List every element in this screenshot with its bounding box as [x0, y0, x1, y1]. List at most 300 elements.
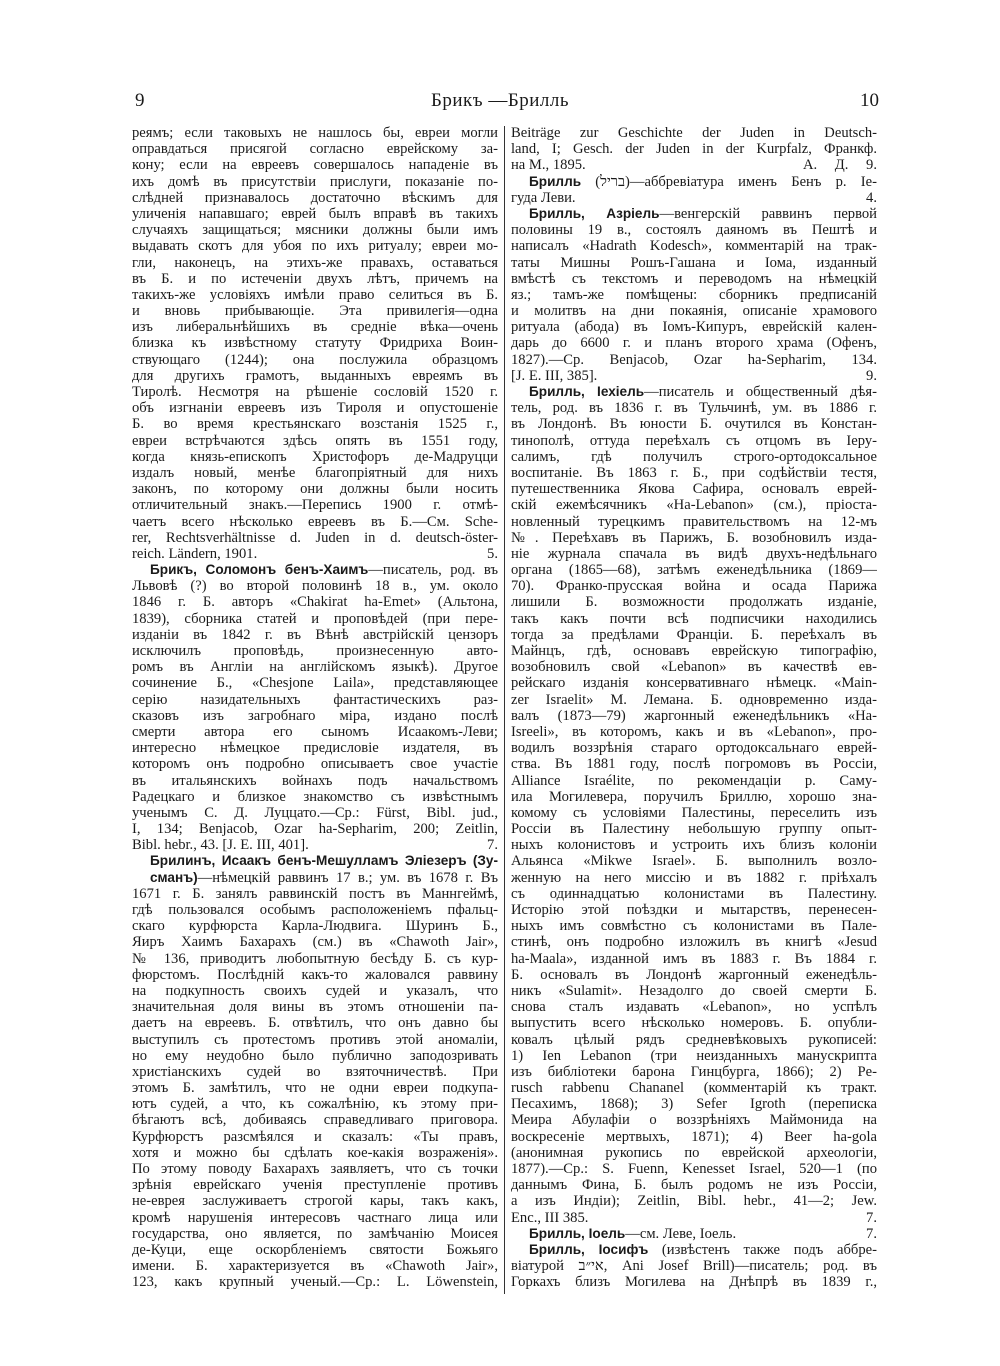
line-text [132, 805, 498, 821]
text-line [511, 918, 877, 934]
line-text [511, 368, 597, 384]
line-text [132, 384, 498, 400]
line-text [511, 675, 877, 691]
line-text [511, 724, 877, 740]
line-body: (בריל)—аббревіатура именъ Бенъ р. Іе- [581, 173, 877, 190]
line-text [132, 837, 309, 853]
line-text [132, 934, 498, 950]
line-text [511, 514, 877, 530]
line-text [511, 125, 877, 141]
line-body: zer Israelit» М. Лемана. Б. одновременно изда- [511, 691, 877, 708]
line-text [132, 967, 498, 983]
text-line [511, 853, 877, 869]
line-body: на подкупность своихъ судей и указалъ, что [132, 982, 498, 999]
line-body: смерти автора его сыномъ Исаакомъ-Леви; [132, 723, 498, 740]
text-line [132, 449, 498, 465]
line-text [511, 271, 877, 287]
line-body: сочинение Б., «Chesjone Laila», представляющее [132, 675, 498, 692]
text-line [132, 1258, 498, 1274]
line-body: стинѣ, онъ подробно изложилъ въ книгѣ «Jesud [511, 934, 877, 951]
line-text [132, 287, 498, 303]
line-text [511, 805, 877, 821]
line-body: кромѣ нарушенія интересовъ частнаго лица или [132, 1209, 498, 1226]
line-text [511, 449, 877, 465]
text-line [511, 967, 877, 983]
text-line [132, 481, 498, 497]
line-body: 1877).—Ср.: S. Fuenn, Kenesset Israel, 520—1 (по [511, 1161, 877, 1177]
line-text [132, 951, 498, 967]
line-body: Beiträge zur Geschichte der Juden in Deutsch- [511, 125, 877, 141]
line-body: валъ (1873—79) жаргонный еженедѣльникъ «Ha- [511, 707, 877, 724]
text-line [511, 870, 877, 886]
line-body: Майнцъ, гдѣ, основавъ еврейскую типографію, [511, 643, 877, 659]
line-text [511, 1258, 877, 1274]
line-text [132, 174, 498, 190]
line-body: значительная доля вины въ этомъ отношеніи па- [132, 999, 498, 1016]
line-body: rusch rabbenu Chananel (комментарій къ тракт. [511, 1080, 877, 1097]
line-text [132, 157, 498, 173]
line-body: Тиролѣ. Несмотря на рѣшеніе сословій 1520 г. [132, 384, 498, 400]
line-body: христіанскихъ судей во взяточничествѣ. При [132, 1063, 498, 1080]
line-body: чаетъ всего нѣсколько евреевъ въ Б.—См. Sche- [132, 513, 498, 530]
line-text [132, 1129, 498, 1145]
text-line [132, 400, 498, 416]
entry-heading: Брилль, Іоель [529, 1225, 626, 1241]
line-body: путешественника Якова Сафира, основалъ еврей- [511, 481, 877, 498]
text-line [511, 255, 877, 271]
text-line [132, 934, 498, 950]
line-text [132, 578, 498, 594]
line-text [511, 157, 586, 173]
text-line [132, 465, 498, 481]
line-body: land, I; Gesch. der Juden in der Kurpfalz, Франкф. [511, 141, 877, 158]
line-body: серію назидательныхъ фантастическихъ раз- [132, 691, 498, 708]
line-body: тогда за предѣлами Франціи. Б. переѣхалъ въ [511, 626, 877, 643]
text-line [132, 643, 498, 659]
text-line [511, 1048, 877, 1064]
line-body: въ итальянскихъ войнахъ подъ начальствомъ [132, 772, 498, 789]
text-line [511, 789, 877, 805]
line-body: Isreeli», въ которомъ, какъ и въ «Lebanon», про- [511, 723, 877, 740]
line-text [132, 1032, 498, 1048]
line-body: и вновь прибывающіе. Эта привилегія—одна [132, 303, 498, 320]
line-body: скаго курфюрста Карла-Людвига. Шуринъ Б., [132, 918, 498, 935]
line-body: По этому поводу Бахарахъ заявляетъ, что съ точки [132, 1161, 498, 1177]
text-line [511, 692, 877, 708]
text-line [511, 125, 877, 141]
line-text [511, 934, 877, 950]
line-body: ствующаго (1244); она послужила образцомъ [132, 351, 498, 368]
line-body: кону; если на евреевъ совершалось нападеніе въ [132, 157, 498, 174]
text-line [511, 384, 877, 400]
text-line [132, 692, 498, 708]
text-line [511, 951, 877, 967]
text-line [132, 740, 498, 756]
text-line [132, 1096, 498, 1112]
text-line [132, 611, 498, 627]
line-body: хотя и можно бы сдѣлать кое-какія возраженія». [132, 1144, 498, 1161]
text-line [511, 773, 877, 789]
line-text [529, 174, 877, 190]
text-line [132, 416, 498, 432]
text-line [132, 303, 498, 319]
text-line [132, 1015, 498, 1031]
text-line [132, 384, 498, 400]
line-text [511, 870, 877, 886]
text-line [132, 918, 498, 934]
line-text [511, 1015, 877, 1031]
line-body: 1) Ien Lebanon (три неизданныхъ манускрипта [511, 1047, 877, 1064]
line-text [529, 1242, 877, 1258]
text-line [132, 1112, 498, 1128]
text-line [132, 1032, 498, 1048]
line-body: (извѣстенъ также подъ аббре- [648, 1241, 877, 1258]
line-body: случаяхъ защищаться; мясники должны были имъ [132, 222, 498, 239]
line-body: вмѣстѣ съ текстомъ и переводомъ на нѣмецкій [511, 270, 877, 287]
line-text [511, 1112, 877, 1128]
line-text [511, 416, 877, 432]
line-text [132, 1177, 498, 1193]
line-text [511, 740, 877, 756]
text-line [511, 238, 877, 254]
text-line [511, 319, 877, 335]
line-text [132, 255, 498, 271]
line-text [511, 1080, 877, 1096]
text-line [132, 773, 498, 789]
line-text [511, 951, 877, 967]
text-line [132, 902, 498, 918]
line-text [511, 400, 877, 416]
text-line [511, 1064, 877, 1080]
text-line [511, 514, 877, 530]
line-text [511, 611, 877, 627]
line-text [511, 190, 576, 206]
line-body: и молитвъ на дни покаянія, описаніе храмового [511, 303, 877, 320]
text-line [132, 174, 498, 190]
line-text [511, 530, 877, 546]
line-text [132, 416, 498, 432]
text-line [132, 1242, 498, 1258]
line-body: ныхъ имъ совмѣстно съ колонистами въ Пале- [511, 918, 877, 935]
text-line [511, 368, 877, 384]
text-line [132, 1129, 498, 1145]
line-text [132, 1080, 498, 1096]
text-line [511, 416, 877, 432]
line-text [511, 1032, 877, 1048]
left-column [132, 125, 498, 1291]
text-line [511, 1080, 877, 1096]
line-text [511, 578, 877, 594]
line-body: фюрстомъ. Послѣдній какъ-то жаловался раввину [132, 966, 498, 983]
text-line [132, 1274, 498, 1290]
entry-heading: Брилинъ, Исаакъ бенъ-Мешулламъ Эліезеръ (Зу- [150, 853, 498, 869]
line-text [132, 708, 498, 724]
line-body: изданіи въ 1842 г. въ Вѣнѣ австрійскій цензоръ [132, 626, 498, 643]
line-text [511, 546, 877, 562]
line-body: лишили Б. возможности продолжать изданіе, [511, 594, 877, 611]
line-text [132, 335, 498, 351]
line-text [132, 433, 498, 449]
text-line [511, 157, 877, 173]
text-line [511, 902, 877, 918]
line-body: Bibl. hebr., 43. [J. E. III, 401]. [132, 837, 309, 854]
text-line [511, 190, 877, 206]
line-text [511, 141, 877, 157]
line-body: рейскаго изданія консервативнаго нѣмецк. «Main- [511, 675, 877, 692]
line-text [511, 789, 877, 805]
page-number-left: 9 [135, 90, 145, 111]
text-line [132, 368, 498, 384]
line-signature: 9. [866, 367, 877, 384]
line-body: слѣдней признавалось достаточно вѣскимъ для [132, 189, 498, 206]
text-line [511, 594, 877, 610]
line-text [132, 206, 498, 222]
line-body: изъ либеральнѣйшихъ въ средніе вѣка—очень [132, 319, 498, 336]
line-body: на М., 1895. [511, 157, 586, 174]
line-body: ритуала (абода) въ Іомъ-Кипуръ, еврейскій кален- [511, 319, 877, 336]
line-text [132, 497, 498, 513]
line-body: ныхъ колонистовъ и устроить ихъ близъ колоніи [511, 837, 877, 854]
line-text [132, 902, 498, 918]
line-text [132, 222, 498, 238]
line-body: изъ библіотеки барона Гинцбурга, 1866); 2) Pe- [511, 1063, 877, 1080]
text-line [132, 853, 498, 869]
line-body: имени. Б. характеризуется въ «Chawoth Jair», [132, 1258, 498, 1275]
line-signature: А. Д. 9. [802, 157, 877, 174]
text-line [132, 141, 498, 157]
text-line [132, 190, 498, 206]
line-body: снова сталъ издавать «Lebanon», но успѣлъ [511, 999, 877, 1016]
line-body: Enc., III 385. [511, 1209, 589, 1226]
entry-heading: Брилль, Азріель [529, 205, 660, 221]
line-text [132, 141, 498, 157]
line-body: а изъ Индіи); Zeitlin, Bibl. hebr., 41—2; Jew. [511, 1193, 877, 1210]
line-body: дарь до 6600 г. и планъ второго храма (Офенъ, [511, 335, 877, 352]
line-body: не-еврея заслуживаетъ строгой кары, такъ какъ, [132, 1193, 498, 1210]
line-text [132, 918, 498, 934]
entry-heading: Брилль, Іехіель [529, 384, 645, 399]
line-body: сказовъ изъ загробнаго міра, издано послѣ [132, 707, 498, 724]
line-body: Львовѣ (?) во второй половинѣ 18 в., ум. около [132, 578, 498, 595]
line-text [132, 724, 498, 740]
text-line [132, 125, 498, 141]
text-line [511, 1129, 877, 1145]
line-text [132, 675, 498, 691]
text-line [132, 222, 498, 238]
text-line [511, 886, 877, 902]
line-text [511, 238, 877, 254]
line-text [511, 643, 877, 659]
text-line [511, 724, 877, 740]
text-line [511, 805, 877, 821]
entry-heading: Брилль [529, 173, 582, 189]
text-line [132, 1177, 498, 1193]
text-line [511, 1274, 877, 1290]
line-body: этомъ Б. замѣтилъ, что не одни евреи подкупа- [132, 1080, 498, 1097]
text-line [511, 837, 877, 853]
line-body: Alliance Israélite, по рекомендаціи р. Саму- [511, 772, 877, 789]
line-body: Яиръ Хаимъ Бахарахъ (см.) въ «Chawoth Jair», [132, 934, 498, 951]
line-text [529, 384, 877, 400]
text-line [511, 206, 877, 222]
line-text [511, 594, 877, 610]
line-text [132, 546, 257, 562]
line-text [511, 1193, 877, 1209]
line-body: Радецкаго и близкое знакомство съ извѣстнымъ [132, 788, 498, 805]
line-text [132, 627, 498, 643]
line-text [511, 497, 877, 513]
line-text [511, 433, 877, 449]
line-text [150, 853, 498, 869]
line-body: которомъ онъ подробно описываетъ свое участіе [132, 756, 498, 773]
line-body: ила Могилевера, поручилъ Бриллю, хорошо зна- [511, 788, 877, 805]
text-line [511, 1177, 877, 1193]
line-text [132, 352, 498, 368]
line-body: Курфюрстъ разсмѣялся и сказалъ: «Ты правъ, [132, 1128, 498, 1145]
line-text [132, 1048, 498, 1064]
line-body: ства. Въ 1881 году, послѣ погромовъ въ Россіи, [511, 756, 877, 773]
line-text [132, 692, 498, 708]
text-line [511, 1161, 877, 1177]
line-body: тинополѣ, оттуда переѣхалъ съ отцомъ въ Іеру- [511, 432, 877, 449]
text-line [511, 271, 877, 287]
text-line [132, 1226, 498, 1242]
line-text [132, 1145, 498, 1161]
line-body: Альянса «Mikwe Israel». Б. выполнилъ возло- [511, 853, 877, 870]
line-body: такъ какъ почти всѣ подписчики находились [511, 610, 877, 627]
text-line [132, 1080, 498, 1096]
line-text [132, 611, 498, 627]
line-text [132, 530, 498, 546]
text-line [511, 983, 877, 999]
text-line [511, 675, 877, 691]
running-title: Брикъ —Брилль [430, 90, 570, 111]
line-body: когда князь-епископъ Христофоръ де-Мадруцци [132, 448, 498, 465]
line-body: I, 134; Benjacob, Ozar ha-Sepharim, 200; Zeitlin, [132, 821, 498, 838]
line-body: —см. Леве, Іоель. [625, 1225, 737, 1242]
line-text [132, 789, 498, 805]
line-body: гуда Леви. [511, 189, 576, 206]
entry-heading: Брилль, Іосифъ [529, 1241, 649, 1257]
line-text [511, 967, 877, 983]
line-body: даетъ на евреевъ. Б. отвѣтилъ, что онъ давно бы [132, 1015, 498, 1032]
line-text [132, 756, 498, 772]
line-body: зрѣнія еврейскаго ученія преступленіе противъ [132, 1177, 498, 1194]
line-text [132, 449, 498, 465]
line-text [132, 659, 498, 675]
line-text [132, 886, 498, 902]
text-line [132, 789, 498, 805]
line-text [511, 465, 877, 481]
text-line [511, 1032, 877, 1048]
line-body: яз.; тамъ-же помѣщены: сборникъ предписаній [511, 286, 877, 303]
line-text [132, 514, 498, 530]
text-line [132, 1210, 498, 1226]
text-line [511, 740, 877, 756]
line-text [511, 902, 877, 918]
text-line [511, 303, 877, 319]
line-text [511, 1210, 588, 1226]
text-line [511, 481, 877, 497]
line-body: исключилъ проповѣдь, произнесенную авто- [132, 643, 498, 659]
text-line [511, 497, 877, 513]
text-line [511, 934, 877, 950]
line-body: —писатель и общественный дѣя- [644, 384, 877, 400]
line-text [511, 853, 877, 869]
line-text [511, 481, 877, 497]
line-body: віатурой אי״ב, Ani Josef Brill)—писатель; род. въ [511, 1258, 877, 1275]
line-body: 1839), сборника статей и проповѣдей (при пере- [132, 610, 498, 627]
line-text [132, 368, 498, 384]
text-line [132, 983, 498, 999]
line-text [132, 773, 498, 789]
line-text [132, 271, 498, 287]
line-body: въ Б. и по истеченіи двухъ лѣтъ, причемъ на [132, 270, 498, 287]
line-body: де-Куци, еще оскорбленіемъ святости Божьяго [132, 1241, 498, 1258]
text-line [132, 756, 498, 772]
line-body: ha-Maala», изданной имъ въ 1883 г. Въ 1884 г. [511, 950, 877, 967]
line-body: издалъ новый, менѣе благопріятный для нихъ [132, 464, 498, 481]
line-body: 1671 г. Б. занялъ раввинскій постъ въ Маннгеймѣ, [132, 885, 498, 902]
text-line [511, 530, 877, 546]
line-body: 1827).—Ср. Benjacob, Ozar ha-Sepharim, 134. [511, 351, 877, 368]
text-line [132, 433, 498, 449]
line-text [132, 1210, 498, 1226]
line-text [132, 125, 498, 141]
line-body: объ изгнаніи евреевъ изъ Тироля и опустошеніе [132, 400, 498, 417]
line-body: выпустить всего нѣсколько номеровъ. Б. опубли- [511, 1015, 877, 1032]
text-line [511, 821, 877, 837]
line-body: Исторію этой поѣздки и мытарствъ, перенесен- [511, 902, 877, 918]
line-body: ковалъ цѣлый рядъ средневѣковыхъ рукописей: [511, 1031, 877, 1048]
line-body: №. Переѣхавъ въ Парижъ, Б. возобновилъ изда- [511, 529, 877, 546]
text-line [511, 1242, 877, 1258]
text-line [132, 271, 498, 287]
line-body: —венгерскій раввинъ первой [659, 205, 877, 222]
line-text [511, 821, 877, 837]
text-line [132, 999, 498, 1015]
line-body: написалъ «Hadrath Kodesch», комментарій на трак- [511, 238, 877, 255]
line-body: законъ, по которому они должны были носить [132, 481, 498, 498]
text-line [132, 659, 498, 675]
line-text [132, 1193, 498, 1209]
line-body: гли, наконецъ, на этихъ-же правахъ, оставаться [132, 254, 498, 271]
line-body: салимъ, гдѣ получилъ строго-ортодоксальное [511, 448, 877, 465]
line-body: Б. во время крестьянскаго возстанія 1525 г., [132, 416, 498, 433]
line-body: выдавать скотъ для убоя по ихъ ритуалу; евреи мо- [132, 238, 498, 255]
line-body: въ Лондонѣ. Въ юности Б. очутился въ Констан- [511, 416, 877, 433]
line-text [511, 1145, 877, 1161]
entry-heading: Брикъ, Соломонъ бенъ-Хаимъ [150, 562, 369, 578]
line-body: гдѣ пользовался особымъ расположеніемъ пфальц- [132, 902, 498, 918]
line-text [511, 708, 877, 724]
line-body: комому съ условіями Палестины, переселить изъ [511, 804, 877, 821]
line-body: выступилъ съ протестомъ противъ этой аномаліи, [132, 1031, 498, 1048]
column-divider [504, 126, 505, 1294]
line-body: ученымъ С. Д. Луццато.—Ср.: Fürst, Bibl. jud., [132, 804, 498, 821]
line-text [132, 465, 498, 481]
line-body: ніе журнала спачала въ видѣ двухъ-недѣльнаго [511, 545, 877, 562]
text-line [511, 287, 877, 303]
text-line [511, 562, 877, 578]
line-body: уличенія напавшаго; еврей былъ вправѣ въ такихъ [132, 205, 498, 222]
line-body: реямъ; если таковыхъ не нашлось бы, евреи могли [132, 125, 498, 141]
line-body: никъ «Sulamit». Незадолго до своей смерти Б. [511, 982, 877, 999]
line-body: ихъ домѣ въ присутствіи прислуги, показаніе по- [132, 173, 498, 190]
line-body: —писатель, род. въ [368, 562, 498, 579]
line-text [132, 999, 498, 1015]
text-line [511, 352, 877, 368]
